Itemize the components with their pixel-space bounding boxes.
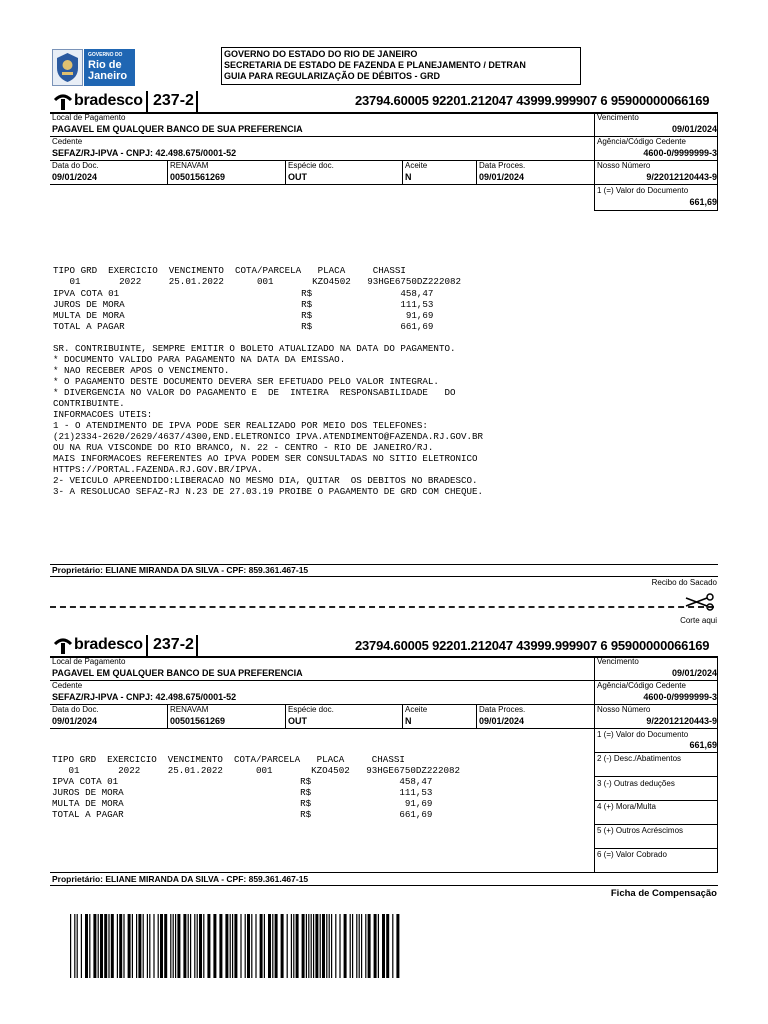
barcode-bar xyxy=(219,914,222,978)
barcode-bar xyxy=(275,914,278,978)
message-line: * NAO RECEBER APOS O VENCIMENTO. xyxy=(53,365,230,376)
barcode-bar xyxy=(175,914,176,978)
barcode-bar xyxy=(378,914,379,978)
label-data-proces: Data Proces. xyxy=(479,705,526,714)
barcode-bar xyxy=(136,914,137,978)
barcode-bar xyxy=(234,914,237,978)
barcode-bar xyxy=(123,914,124,978)
barcode-bar xyxy=(203,914,204,978)
barcode-bar xyxy=(302,914,305,978)
barcode-bar xyxy=(382,914,385,978)
value-nosso-numero: 9/22012120443-9 xyxy=(646,172,717,182)
barcode-bar xyxy=(111,914,114,978)
detail-data-row: 01 2022 25.01.2022 001 KZO4502 93HGE6750DZ222082 xyxy=(52,765,460,776)
label-nosso-numero: Nosso Número xyxy=(597,705,651,714)
value-data-doc: 09/01/2024 xyxy=(52,716,98,726)
label-outras-deducoes: 3 (-) Outras deduções xyxy=(597,779,675,788)
barcode-bar xyxy=(344,914,347,978)
header-line3: GUIA PARA REGULARIZAÇÃO DE DÉBITOS - GRD xyxy=(224,71,441,81)
barcode-bar xyxy=(374,914,377,978)
barcode-bar xyxy=(350,914,351,978)
barcode-bar xyxy=(272,914,273,978)
barcode-bar xyxy=(160,914,163,978)
message-line: OU NA RUA VISCONDE DO RIO BRANCO, N. 22 - CENTRO - RIO DE JANEIRO/RJ. xyxy=(53,442,434,453)
bradesco-logo-icon xyxy=(52,635,74,655)
value-aceite: N xyxy=(405,172,412,182)
detail-item-juros: JUROS DE MORA R$ 111,53 xyxy=(53,299,434,310)
label-renavam: RENAVAM xyxy=(170,161,209,170)
barcode-bar xyxy=(247,914,250,978)
barcode-bar xyxy=(77,914,78,978)
detail-item-multa: MULTA DE MORA R$ 91,69 xyxy=(52,798,433,809)
value-data-doc: 09/01/2024 xyxy=(52,172,98,182)
label-especie: Espécie doc. xyxy=(288,161,334,170)
barcode-bar xyxy=(296,914,299,978)
barcode-bar xyxy=(197,914,198,978)
barcode-bar xyxy=(281,914,284,978)
barcode xyxy=(70,914,400,978)
message-line: 1 - O ATENDIMENTO DE IPVA PODE SER REALIZADO POR MEIO DOS TELEFONES: xyxy=(53,420,428,431)
message-line: MAIS INFORMACOES REFERENTES AO IPVA PODEM SER CONSULTADAS NO SITIO ELETRONICO xyxy=(53,453,478,464)
barcode-bar xyxy=(170,914,171,978)
barcode-bar xyxy=(213,914,216,978)
barcode-bar xyxy=(85,914,88,978)
rj-logo-box xyxy=(84,49,135,86)
detail-item-total: TOTAL A PAGAR R$ 661,69 xyxy=(53,321,434,332)
linha-digitavel: 23794.60005 92201.212047 43999.999907 6 95900000066169 xyxy=(355,93,710,108)
barcode-bar xyxy=(183,914,186,978)
barcode-bar xyxy=(287,914,288,978)
label-cedente: Cedente xyxy=(52,137,83,146)
barcode-bar xyxy=(207,914,210,978)
barcode-bar xyxy=(188,914,189,978)
label-aceite: Aceite xyxy=(405,705,428,714)
value-cedente: SEFAZ/RJ-IPVA - CNPJ: 42.498.675/0001-52 xyxy=(52,148,237,158)
label-cedente: Cedente xyxy=(52,681,83,690)
label-renavam: RENAVAM xyxy=(170,705,209,714)
barcode-bar xyxy=(230,914,231,978)
barcode-bar xyxy=(117,914,118,978)
value-local-pagamento: PAGAVEL EM QUALQUER BANCO DE SUA PREFERENCIA xyxy=(52,124,303,134)
label-especie: Espécie doc. xyxy=(288,705,334,714)
barcode-bar xyxy=(359,914,360,978)
barcode-bar xyxy=(368,914,371,978)
barcode-bar xyxy=(255,914,256,978)
barcode-bar xyxy=(386,914,389,978)
linha-digitavel: 23794.60005 92201.212047 43999.999907 6 95900000066169 xyxy=(355,638,710,653)
corte-aqui-label: Corte aqui xyxy=(680,616,717,625)
barcode-bar xyxy=(264,914,265,978)
barcode-bar xyxy=(392,914,393,978)
bank-logo xyxy=(52,634,143,656)
header-line1: GOVERNO DO ESTADO DO RIO DE JANEIRO xyxy=(224,49,418,59)
label-agencia: Agência/Código Cedente xyxy=(597,681,686,690)
label-nosso-numero: Nosso Número xyxy=(597,161,651,170)
cut-line xyxy=(50,606,714,608)
bradesco-logo-icon xyxy=(52,91,74,111)
detail-item-ipva: IPVA COTA 01 R$ 458,47 xyxy=(52,776,433,787)
barcode-bar xyxy=(311,914,312,978)
barcode-bar xyxy=(326,914,327,978)
barcode-bar xyxy=(149,914,150,978)
label-desc-abatimentos: 2 (-) Desc./Abatimentos xyxy=(597,754,682,763)
barcode-bar xyxy=(361,914,362,978)
barcode-bar xyxy=(143,914,144,978)
detail-item-ipva: IPVA COTA 01 R$ 458,47 xyxy=(53,288,434,299)
bank-name: bradesco xyxy=(74,636,143,653)
recibo-sacado-label: Recibo do Sacado xyxy=(651,578,717,587)
header-line2: SECRETARIA DE ESTADO DE FAZENDA E PLANEJAMENTO / DETRAN xyxy=(224,60,526,70)
value-valor-documento: 661,69 xyxy=(689,197,717,207)
barcode-bar xyxy=(147,914,148,978)
detail-data-row: 01 2022 25.01.2022 001 KZO4502 93HGE6750DZ222082 xyxy=(53,276,461,287)
barcode-bar xyxy=(251,914,252,978)
value-cedente: SEFAZ/RJ-IPVA - CNPJ: 42.498.675/0001-52 xyxy=(52,692,237,702)
value-agencia: 4600-0/9999999-3 xyxy=(643,692,717,702)
barcode-bar xyxy=(291,914,292,978)
rj-logo-line1: GOVERNO DO xyxy=(88,52,123,58)
barcode-bar xyxy=(315,914,318,978)
value-aceite: N xyxy=(405,716,412,726)
barcode-bar xyxy=(100,914,103,978)
barcode-bar xyxy=(356,914,357,978)
barcode-bar xyxy=(164,914,167,978)
message-line: SR. CONTRIBUINTE, SEMPRE EMITIR O BOLETO ATUALIZADO NA DATA DO PAGAMENTO. xyxy=(53,343,456,354)
barcode-bar xyxy=(335,914,336,978)
barcode-bar xyxy=(190,914,191,978)
proprietario: Proprietário: ELIANE MIRANDA DA SILVA - CPF: 859.361.467-15 xyxy=(52,565,309,575)
label-agencia: Agência/Código Cedente xyxy=(597,137,686,146)
message-line: * DOCUMENTO VALIDO PARA PAGAMENTO NA DATA DA EMISSAO. xyxy=(53,354,346,365)
value-nosso-numero: 9/22012120443-9 xyxy=(646,716,717,726)
barcode-bar xyxy=(89,914,90,978)
barcode-bar xyxy=(138,914,141,978)
detail-item-multa: MULTA DE MORA R$ 91,69 xyxy=(53,310,434,321)
rj-government-logo xyxy=(52,49,135,86)
rj-logo-line2: Rio de xyxy=(88,59,122,71)
label-valor-documento: 1 (=) Valor do Documento xyxy=(597,186,689,195)
label-valor-cobrado: 6 (=) Valor Cobrado xyxy=(597,850,667,859)
barcode-bar xyxy=(128,914,131,978)
label-vencimento: Vencimento xyxy=(597,113,639,122)
barcode-bar xyxy=(194,914,195,978)
bank-logo xyxy=(52,90,143,112)
barcode-bar xyxy=(199,914,202,978)
label-local-pagamento: Local de Pagamento xyxy=(52,113,126,122)
barcode-bar xyxy=(313,914,314,978)
value-data-proces: 09/01/2024 xyxy=(479,172,525,182)
barcode-bar xyxy=(93,914,96,978)
detail-item-total: TOTAL A PAGAR R$ 661,69 xyxy=(52,809,433,820)
message-line: 2- VEICULO APREENDIDO:LIBERACAO NO MESMO DIA, QUITAR OS DEBITOS NO BRADESCO. xyxy=(53,475,478,486)
label-vencimento: Vencimento xyxy=(597,657,639,666)
barcode-bar xyxy=(104,914,107,978)
barcode-bar xyxy=(240,914,241,978)
proprietario: Proprietário: ELIANE MIRANDA DA SILVA - CPF: 859.361.467-15 xyxy=(52,874,309,884)
barcode-bar xyxy=(306,914,307,978)
value-renavam: 00501561269 xyxy=(170,172,226,182)
value-agencia: 4600-0/9999999-3 xyxy=(643,148,717,158)
detail-item-juros: JUROS DE MORA R$ 111,53 xyxy=(52,787,433,798)
barcode-bar xyxy=(339,914,340,978)
value-renavam: 00501561269 xyxy=(170,716,226,726)
rj-coat-of-arms-icon xyxy=(52,49,83,86)
message-line: (21)2334-2620/2629/4637/4300,END.ELETRONICO IPVA.ATENDIMENTO@FAZENDA.RJ.GOV.BR xyxy=(53,431,484,442)
barcode-bar xyxy=(225,914,228,978)
label-valor-documento: 1 (=) Valor do Documento xyxy=(597,730,689,739)
ficha-compensacao-label: Ficha de Compensação xyxy=(610,888,717,899)
label-data-proces: Data Proces. xyxy=(479,161,526,170)
barcode-bar xyxy=(173,914,174,978)
barcode-bar xyxy=(158,914,159,978)
barcode-bar xyxy=(232,914,233,978)
barcode-bar xyxy=(396,914,399,978)
document-header-box xyxy=(221,47,581,85)
barcode-bar xyxy=(260,914,263,978)
detail-header-row: TIPO GRD EXERCICIO VENCIMENTO COTA/PARCELA PLACA CHASSI xyxy=(53,265,406,276)
barcode-bar xyxy=(98,914,99,978)
barcode-bar xyxy=(329,914,330,978)
barcode-bar xyxy=(245,914,246,978)
value-local-pagamento: PAGAVEL EM QUALQUER BANCO DE SUA PREFERENCIA xyxy=(52,668,303,678)
message-line: * O PAGAMENTO DESTE DOCUMENTO DEVERA SER EFETUADO PELO VALOR INTEGRAL. xyxy=(53,376,439,387)
barcode-bar xyxy=(331,914,332,978)
barcode-bar xyxy=(352,914,353,978)
value-data-proces: 09/01/2024 xyxy=(479,716,525,726)
barcode-bar xyxy=(320,914,321,978)
bank-code: 237-2 xyxy=(153,636,194,653)
value-especie: OUT xyxy=(288,172,307,182)
value-vencimento: 09/01/2024 xyxy=(671,668,717,678)
bank-code: 237-2 xyxy=(153,92,194,109)
barcode-bar xyxy=(70,914,71,978)
message-line: HTTPS://PORTAL.FAZENDA.RJ.GOV.BR/IPVA. xyxy=(53,464,263,475)
barcode-bar xyxy=(293,914,294,978)
barcode-bar xyxy=(322,914,325,978)
scissors-icon[interactable] xyxy=(684,592,716,612)
value-especie: OUT xyxy=(288,716,307,726)
detail-header-row: TIPO GRD EXERCICIO VENCIMENTO COTA/PARCELA PLACA CHASSI xyxy=(52,754,405,765)
label-data-doc: Data do Doc. xyxy=(52,705,99,714)
label-mora-multa: 4 (+) Mora/Multa xyxy=(597,802,656,811)
barcode-bar xyxy=(81,914,82,978)
rj-logo-line3: Janeiro xyxy=(88,70,128,82)
label-local-pagamento: Local de Pagamento xyxy=(52,657,126,666)
value-vencimento: 09/01/2024 xyxy=(671,124,717,134)
barcode-bar xyxy=(74,914,75,978)
label-data-doc: Data do Doc. xyxy=(52,161,99,170)
label-outros-acrescimos: 5 (+) Outros Acréscimos xyxy=(597,826,684,835)
barcode-bar xyxy=(268,914,271,978)
barcode-bar xyxy=(108,914,109,978)
barcode-bar xyxy=(119,914,122,978)
message-line: CONTRIBUINTE. xyxy=(53,398,125,409)
label-aceite: Aceite xyxy=(405,161,428,170)
barcode-bar xyxy=(365,914,366,978)
barcode-bar xyxy=(177,914,180,978)
barcode-bar xyxy=(153,914,154,978)
barcode-bar xyxy=(132,914,133,978)
bank-name: bradesco xyxy=(74,92,143,109)
message-line: INFORMACOES UTEIS: xyxy=(53,409,153,420)
value-valor-documento: 661,69 xyxy=(689,740,717,750)
barcode-bar xyxy=(308,914,309,978)
message-line: 3- A RESOLUCAO SEFAZ-RJ N.23 DE 27.03.19 PROIBE O PAGAMENTO DE GRD COM CHEQUE. xyxy=(53,486,484,497)
message-line: * DIVERGENCIA NO VALOR DO PAGAMENTO E DE INTEIRA RESPONSABILIDADE DO xyxy=(53,387,456,398)
